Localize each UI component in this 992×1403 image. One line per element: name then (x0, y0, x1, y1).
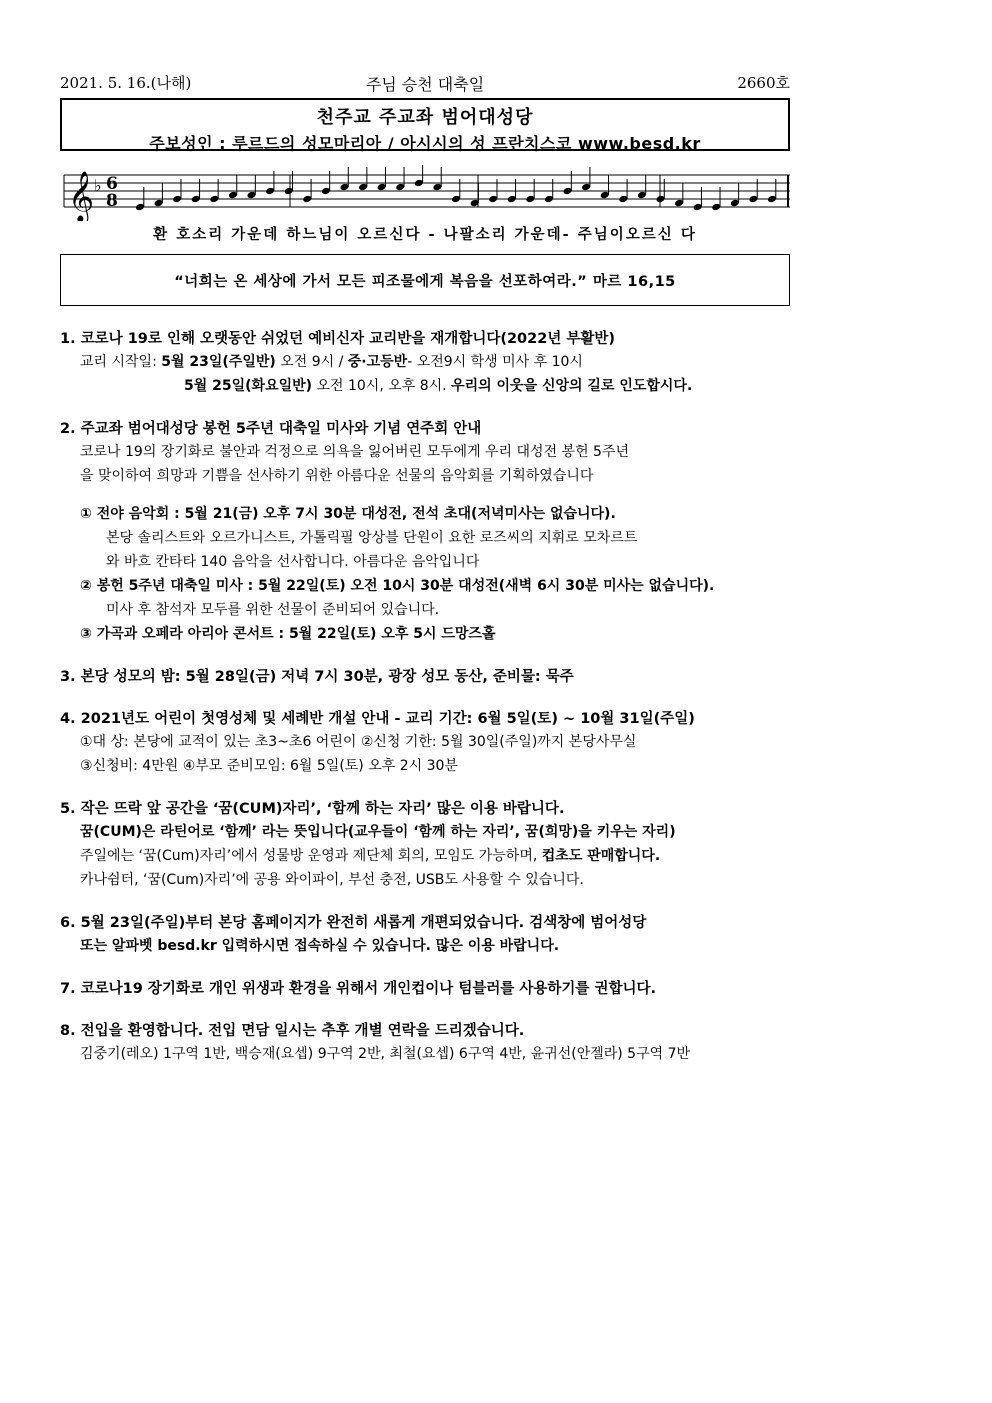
concert-item-3: ③ 가곡과 오페라 아리아 콘서트 : 5월 22일(토) 오후 5시 드망즈홀 (80, 626, 496, 642)
announcement-title: 6. 5월 23일(주일)부터 본당 홈페이지가 완전히 새롭게 개편되었습니다. 검색창에 범어성당 (60, 915, 647, 931)
announcement-title: 8. 전입을 환영합니다. 전입 면담 일시는 추후 개별 연락을 드리겠습니다. (60, 1023, 525, 1039)
announcement-line: 꿈(CUM)은 라틴어로 ‘함께’ 라는 뜻입니다(교우들이 ‘함께 하는 자리’, 꿈(희망)을 키우는 자리) (80, 824, 676, 840)
text: 오전 10시, 오후 8시. (312, 378, 452, 394)
svg-text:♭: ♭ (94, 176, 102, 195)
header (60, 68, 790, 94)
parish-name: 천주교 주교좌 범어대성당 (316, 107, 534, 128)
announcement-title: 3. 본당 성모의 밤: 5월 28일(금) 저녁 7시 30분, 광장 성모 동산, 준비물: 묵주 (60, 669, 574, 685)
announcement-title: 1. 코로나 19로 인해 오랫동안 쉬었던 예비신자 교리반을 재개합니다(2022년 부활반) (60, 331, 616, 347)
text: - 오전9시 학생 미사 후 10시 (407, 354, 583, 370)
announcement-line: ③신청비: 4만원 ④부모 준비모임: 6월 5일(토) 오후 2시 30분 (80, 758, 458, 774)
concert-item-2: ② 봉헌 5주년 대축일 미사 : 5월 22일(토) 오전 10시 30분 대성전(새벽 6시 30분 미사는 없습니다). (80, 578, 715, 594)
announcement-line (60, 350, 790, 374)
announcement-line: 을 맞이하여 희망과 기쁨을 선사하기 위한 아름다운 선물의 음악회를 기획하였습니다 (80, 468, 594, 484)
announcement-line: 와 바흐 칸타타 140 음악을 선사합니다. 아름다운 음악입니다 (106, 554, 480, 570)
concert-item-1: ① 전야 음악회 : 5월 21(금) 오후 7시 30분 대성전, 전석 초대(저녁미사는 없습니다). (80, 506, 616, 522)
announcement-line: 또는 알파벳 besd.kr 입력하시면 접속하실 수 있습니다. 많은 이용 바랍니다. (80, 938, 560, 954)
announcement-list (60, 328, 790, 1066)
announcement-2 (60, 418, 790, 646)
text: 5월 23일(주일반) (161, 354, 276, 370)
scripture-verse: “너희는 온 세상에 가서 모든 피조물에게 복음을 선포하여라.” 마르 16,15 (60, 254, 790, 306)
announcement-title: 5. 작은 뜨락 앞 공간을 ‘꿈(CUM)자리’, ‘함께 하는 자리’ 많은 이용 바랍니다. (60, 801, 565, 817)
announcement-7 (60, 978, 790, 1000)
announcement-line (60, 844, 790, 868)
text: 교리 시작일: (80, 354, 162, 370)
announcement-line: 본당 솔리스트와 오르가니스트, 가톨릭필 앙상블 단원이 요한 로즈씨의 지휘로 모차르트 (106, 530, 638, 546)
music-staff-graphic (60, 165, 790, 221)
announcement-4 (60, 708, 790, 778)
time-signature: 6 (106, 174, 118, 194)
announcement-title: 7. 코로나19 장기화로 개인 위생과 환경을 위해서 개인컵이나 텀블러를 사용하기를 권합니다. (60, 981, 657, 997)
announcement-title: 4. 2021년도 어린이 첫영성체 및 세례반 개설 안내 - 교리 기간: 6월 5일(토) ~ 10월 31일(주일) (60, 711, 695, 727)
announcement-8 (60, 1020, 790, 1066)
announcement-line: 김중기(레오) 1구역 1반, 백승재(요셉) 9구역 2반, 최철(요셉) 6구역 4반, 윤귀선(안젤라) 5구역 7반 (80, 1046, 691, 1062)
bulletin-page (60, 68, 790, 1086)
treble-clef-icon: 𝄞 (68, 171, 95, 221)
announcement-line (60, 374, 790, 398)
announcement-5 (60, 798, 790, 892)
parish-banner (60, 98, 790, 151)
text: 주일에는 ‘꿈(Cum)자리’에서 성물방 운영과 제단체 회의, 모임도 가능하며, (80, 848, 542, 864)
announcement-title: 2. 주교좌 범어대성당 봉헌 5주년 대축일 미사와 기념 연주회 안내 (60, 421, 482, 437)
bulletin-date: 2021. 5. 16.(나해) (60, 74, 192, 92)
issue-number: 2660호 (737, 74, 790, 92)
time-signature: 8 (106, 191, 118, 211)
announcement-line: 카나쉼터, ‘꿈(Cum)자리’에 공용 와이파이, 부선 충전, USB도 사용할 수 있습니다. (80, 872, 584, 888)
text: 오전 9시 / (275, 354, 348, 370)
announcement-1 (60, 328, 790, 398)
feast-title: 주님 승천 대축일 (365, 75, 485, 94)
text: 컵초도 판매합니다. (541, 848, 661, 864)
text: 중·고등반 (347, 354, 408, 370)
text: 우리의 이웃을 신앙의 길로 인도합시다. (451, 378, 693, 394)
hymn-lyrics: 환 호소리 가운데 하느님이 오르신다 - 나팔소리 가운데- 주님이오르신 다 (153, 227, 697, 243)
announcement-line: 코로나 19의 장기화로 불안과 걱정으로 의욕을 잃어버린 모두에게 우리 대성전 봉헌 5주년 (80, 444, 630, 460)
announcement-line: 미사 후 참석자 모두를 위한 선물이 준비되어 있습니다. (106, 602, 440, 618)
announcement-line: ①대 상: 본당에 교적이 있는 초3~초6 어린이 ②신청 기한: 5월 30일(주일)까지 본당사무실 (80, 734, 637, 750)
announcement-6 (60, 912, 790, 958)
patron-saints: 주보성인 : 루르드의 성모마리아 / 아시시의 성 프란치스코 www.besd.kr (149, 134, 701, 153)
text: 5월 25일(화요일반) (184, 378, 313, 394)
announcement-3 (60, 666, 790, 688)
music-staff (60, 165, 790, 221)
